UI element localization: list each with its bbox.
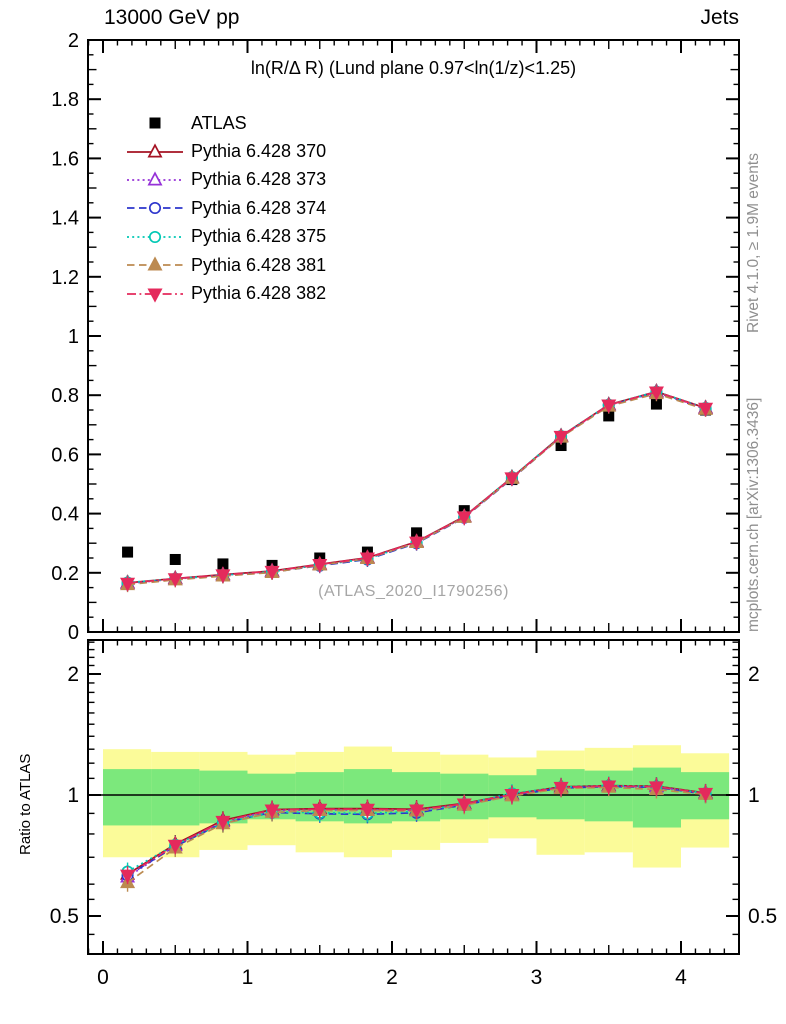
tick-label: 2 — [748, 663, 760, 686]
tick-label: 0.8 — [51, 385, 79, 408]
tick-label: 0.5 — [49, 905, 79, 928]
series-p382-main — [121, 384, 711, 590]
legend-swatch-p370 — [126, 140, 184, 164]
plot-title: ln(R/Δ R) (Lund plane 0.97<ln(1/z)<1.25) — [250, 58, 577, 78]
mcplots-arxiv-note: mcplots.cern.ch [arXiv:1306.3436] — [745, 397, 762, 632]
series-p370-main — [121, 384, 711, 590]
tick-label: 2 — [386, 966, 398, 989]
legend-swatch-atlas — [126, 111, 184, 135]
tick-label: 0.2 — [51, 562, 79, 585]
tick-label: 1.8 — [51, 89, 79, 112]
ratio-axis-title: Ratio to ATLAS — [17, 753, 34, 855]
legend-item-p382 — [126, 279, 326, 307]
legend-label: ATLAS — [191, 112, 247, 133]
tick-label: 0.4 — [51, 503, 79, 526]
green-band-bin — [103, 769, 151, 825]
analysis-id-watermark: (ATLAS_2020_I1790256) — [318, 583, 509, 600]
legend-swatch-p375 — [126, 225, 184, 249]
legend-swatch-p373 — [126, 168, 184, 192]
tick-label: 1.2 — [51, 266, 79, 289]
series-p373-main — [121, 385, 711, 591]
tick-label: 0 — [67, 622, 79, 644]
rivet-version-note: Rivet 4.1.0, ≥ 1.9M events — [745, 153, 762, 333]
tick-label: 3 — [530, 966, 543, 989]
legend-label: Pythia 6.428 373 — [191, 169, 327, 190]
legend-item-p374 — [126, 194, 326, 222]
tick-label: 1 — [67, 784, 79, 807]
legend-label: Pythia 6.428 370 — [191, 141, 327, 162]
legend-label: Pythia 6.428 382 — [191, 283, 327, 304]
legend-item-atlas — [126, 109, 326, 137]
green-band-bin — [151, 769, 199, 825]
legend-swatch-p374 — [126, 196, 184, 220]
legend-label: Pythia 6.428 381 — [191, 254, 327, 275]
legend-swatch-p382 — [126, 282, 184, 306]
series-p375-main — [122, 384, 710, 590]
tick-label: 2 — [67, 30, 79, 52]
tick-label: 0.6 — [51, 444, 79, 467]
analysis-group-label: Jets — [700, 6, 739, 29]
tick-label: 4 — [675, 966, 687, 989]
legend-item-p373 — [126, 166, 326, 194]
tick-label: 0 — [97, 966, 109, 989]
legend-item-p370 — [126, 137, 326, 165]
legend-label: Pythia 6.428 375 — [191, 226, 327, 247]
legend — [126, 109, 326, 308]
tick-label: 0.5 — [748, 905, 778, 928]
tick-label: 1 — [67, 326, 79, 348]
tick-label: 1.4 — [51, 207, 79, 230]
legend-item-p375 — [126, 223, 326, 251]
legend-label: Pythia 6.428 374 — [191, 197, 327, 218]
tick-label: 1 — [241, 966, 254, 989]
legend-swatch-p381 — [126, 253, 184, 277]
tick-label: 1 — [748, 784, 760, 807]
tick-label: 1.6 — [51, 148, 79, 171]
tick-label: 2 — [67, 663, 79, 686]
legend-item-p381 — [126, 251, 326, 279]
beam-energy-label: 13000 GeV pp — [104, 6, 240, 29]
series-p374-main — [122, 385, 710, 591]
series-p381-main — [121, 386, 711, 592]
